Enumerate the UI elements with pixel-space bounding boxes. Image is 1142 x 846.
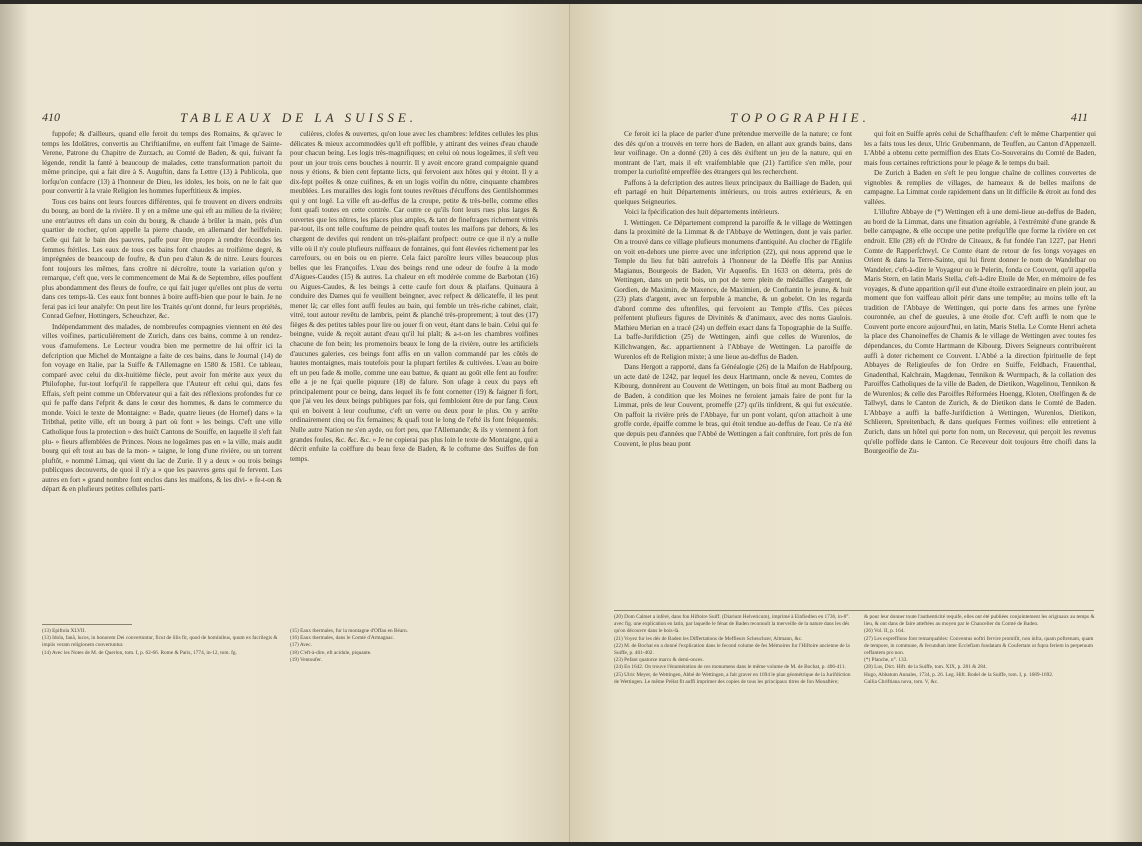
footnote: (14) Avec les Notes de M. de Querlon, tom. I, p. 62-66. Rome & Paris, 1774, in-12, tom. fg.: [42, 649, 237, 656]
footnote: (*) Planche, n°. 133.: [864, 657, 908, 664]
text-column-1: [614, 130, 852, 600]
footnote: (19) Ventoufer.: [290, 656, 322, 663]
footnotes-column-2: [864, 614, 1096, 734]
text-column-2: [290, 130, 538, 630]
page-number: 410: [42, 110, 60, 124]
footnote: (13) Idola, fanâ, lucos, in honorem Dei convertuntur, ficut de illis fit, quod de hominibus, quum ex facrilegis & impiis veram religionem convertuntur.: [42, 635, 278, 649]
footnote: (17) Avec.: [290, 642, 312, 649]
footnote: (22) M. de Bochat en a donné l'explication dans le fecond volume de fes Mémoires fur l'Hiftoire ancienne de la Suiffe, p. 401-402.: [614, 642, 850, 657]
footnote: (21) Voyez fur les dés de Baden les Differtations de Meffieurs Scheuchzer, Altmann, &c.: [614, 635, 803, 642]
paragraph: De Zurich à Baden en s'eft le peu longue chaîne de collines couvertes de vignobles & remplies de villages, de hameaux & de belles maifons de campagne. La Limmat coule rapidement dans un lit difficile & étroit au fond des vallées.: [864, 169, 1096, 206]
footnotes-column-2: [290, 628, 538, 688]
footnote: (24) En 1642. On trouve l'énumération de ces monumens dans le même volume de M. de Bochat, p. 406-411.: [614, 664, 846, 671]
footnote-rule: [614, 610, 1094, 611]
page-number: 411: [1070, 110, 1088, 124]
footnote: Gallia Chriftiana nova, tom. V, &c.: [864, 678, 939, 685]
paragraph: L'illuftre Abbaye de (*) Wettingen eft à une demi-lieue au-deffus de Baden, au bord de la Limmat, dans une fituation agréable, à l'extrémité d'une grande & belle campagne, & elle occupe une petite prefqu'ifle que forme la rivière en cet endroit. Elle (28) eft de l'Ordre de Citeaux, & fut fondée l'an 1227, par Henri Comte de Rapperfchwyl. Ce Comte étant de retour de fes longs voyages en Orient & dans la Terre-Sainte, qui lui firent donner le nom de Wandelbar ou Wandeler, c'eft-à-dire le Voyageur ou le Pelerin, fonda ce Couvent, qu'il appella Maris Stern, en latin Maris Stella, c'eft-à-dire Etoile de Mer, en mémoire de fes voyages, & d'une apparition qu'il eut d'une étoile extraordinaire en plein jour, au moment que fon vaiffeau alloit périr dans une tempête; au moins telle eft la tradition de l'Abbaye de Wettingen, qui porte dans fes armes une fyrène couronnée, au chef de gueules, à une étoile d'or. C'eft auffi le nom que le Couvent porte encore aujourd'hui, en latin, Maris Stella. Le Comte Henri acheta la place des Chanoineffes de Chamis & le village de Wettingen avec toutes fes dépendances, du Comte Hartmann de Kibourg. Divers Seigneurs contribuèrent auffi à doter richement ce Couvent. L'Abbé a la direction fpirituelle de fept Abbayes de Religieufes de fon Ordre en Suiffe, Feldbach, Frauenthal, Gnadenthal, Kalchrain, Magdenau, Tennikon & Wurmpach, & la collation des Paroiffes Catholiques de la ville de Baden, de Dietikon, Wagelinou, Tennikon & de Wurenlos; & celle des Paroiffes Réformées Hoengg, Kloten, Otelfingen & de Tallwyl, dans le Canton de Zurich, & de Dietikon dans le Comté de Baden. L'Abbaye a auffi la baffe-Jurifdiction à Wettingen, Wurenlos, Dietikon, Schlieren, Spreitenbach, & dans quelques Fermes voifines: elle entretient à Zurich, dans un hôtel qui porte fon nom, un Receveur, qui perçoit les revenus qu'elle poffède dans le Canton. Ce Receveur doit toujours être choifi dans la Bourgeoifie de Zu-: [864, 208, 1096, 456]
footnote: (23) Pefant quatorze marcs & demi-onces.: [614, 657, 704, 664]
running-head: TABLEAUX DE LA SUISSE.: [180, 110, 418, 125]
footnote: Hugo, Abbatum Annales, 1734, p. 26. Leg. Hift. Bodel de la Suiffe, tom. I, p. 1689-1692.: [864, 671, 1054, 678]
text-column-2: [864, 130, 1096, 600]
paragraph: Dans Hergott a rapporté, dans fa Généalogie (26) de la Maifon de Habfpourg, un acte daté de 1242, par lequel les deux Hartmann, oncle & neveu, Comtes de Kibourg, donnèrent au Couvent de Wettingen, un bois fitué au mont Badberg ou de Baden, à condition que les Moines ne feroient jamais faire de pont fur la Limmat, près de leur Couvent, promeffe (27) qu'ils tinfdrent, & qui fut exécutée. On paffoit la rivière près de l'Abbaye, fur un pont volant, qu'on attachoit à une groffe corde, épaiffe comme le bras, qui étoit tendue au-deffus de l'eau. Ce n'a été que depuis peu d'années que l'Abbé de Wettingen a fait conftruire, fort près de fon Couvent, le plus beau pont: [614, 363, 852, 448]
footnote: (28) Lus, Dict. Hift. de la Suiffe, tom. XIX, p. 281 & 284.: [864, 664, 987, 671]
right-page: [570, 4, 1142, 842]
footnote: (13) Epiftola XLVII.: [42, 628, 86, 634]
footnote: (25) Ulric Meyer, de Wettingen, Abbé de Wettingen, a fait graver en 1694 le plan géométrique de la Jurifdiction de Wettingen. Le même Prélat fit auffi imprimer des copies de tous les principaux titres de fon Monaftère;: [614, 671, 851, 685]
footnote: (15) Eaux thermales, fur la montagne d'Offau en Béarn.: [290, 628, 408, 634]
footnotes-column-1: [42, 628, 282, 688]
footnote: (16) Eaux thermales, dans le Comté d'Armagnac.: [290, 635, 395, 642]
footnote: (27) Les expreffions font remarquables: Conventus noftri fervire promifit, non infra, quam poftrenam, quam de tempore, in commune, & fecundum inter Ecclefiam fundatam & Coufertam ut fupra feriem in perpetuum ceffantem pro non.: [864, 635, 1094, 657]
paragraph: Ce feroit ici la place de parler d'une prétendue merveille de la nature; ce font des dés qu'on a trouvés en terre hors de Baden, en allant aux grands bains, dans leur voifinage. On a donné (20) à ces dés éxiftent un jeu de la nature, qui en montrant de l'art, mais il eft vraifemblable que (21) l'artifice s'en mêle, pour tromper la curiofité empreffée des étrangers qui les recherchent.: [614, 130, 852, 177]
footnotes-column-1: [614, 614, 852, 734]
page-edge-shadow: [0, 4, 28, 842]
running-head: TOPOGRAPHIE.: [730, 110, 870, 125]
left-page: [0, 4, 570, 842]
paragraph: I. Wettingen. Ce Département comprend la paroiffe & le village de Wettingen dans la proximité de la Limmat & de l'Abbaye de Wettingen, dont je vais parler. On a trouvé dans ce village plufieurs monumens d'antiquité. Au clocher de l'Eglife on voit en-dehors une pierre avec une infcription (22), qui nous apprend que le Temple du lieu fut bâti autrefois à l'honneur de la Déeffe Ifis par Annius Magianus, Bourgeois de Baden, Vir Aquenfis. En 1633 on déterra, près de Wettingen, dans un petit bois, un pot de terre plein de médailles d'argent, de Gordien, de Maximin, de Maxence, de Maximien, de Conftantin le jeune, & huit (23) plats d'argent, avec un ferpuble à manche, & un gobelet. On les regarda d'abord comme des uftenfiles, qui fervoient au Temple d'Ifis. Ces pièces préfentent plufieurs figures de Divinités & d'animaux, avec des noms Gaulois. Mathieu Merian en a tracé (24) un deffein exact dans fa Topographie de la Suiffe. La baffe-Jurifdiction (25) de Wettingen, ainfi que celles de Wurenlos, de Killchwangen, &c. appartiennent à l'Abbaye de Wettingen. La paroiffe de Wurenlos eft de Religion mixte; à une lieue au-deffus de Baden.: [614, 218, 852, 361]
footnote: & pour leur donner toute l'authenticité requife, elles ont été publiées conjointement les originaux au temps & lieu, & ont dans de faire atteftées au moyen par le Chancelier du Comté de Baden.: [864, 614, 1095, 628]
footnote: (20) Dom Calmet a inféré, dans fon Hiftoire Suiff. (Diarium Helveticum), imprimé à Einfiedlen en 1736, in-8°. avec fig. une explication en latin, par laquelle le fénat de Baden reconnoît la merveille de la nature dans les dés qu'on découvre dans le bois-là.: [614, 614, 850, 635]
paragraph: qui foit en Suiffe après celui de Schaffhaufen: c'eft le même Charpentier qui les a faits tous les deux, Ulric Grubenmann, de Teuffen, au Canton d'Appenzell. L'Abbé a obtenu cette permiffion des Etats Co-Souverains du Comté de Baden, mais fous certaines reftrictions pour le péage & le temps du bail.: [864, 130, 1096, 167]
text-column-1: [42, 130, 282, 630]
footnote: (26) Vol. II, p. 164.: [864, 628, 905, 635]
page-edge-shadow: [1114, 4, 1142, 842]
paragraph: Voici la fpécification des huit départements intérieurs.: [624, 208, 780, 217]
paragraph: Indépendamment des malades, de nombreufes compagnies viennent en été des villes voifines, particulièrement de Zurich, dans ces bains, comme à un rendez-vous d'amufemens. Le Lecteur voudra bien me permettre de lui offrir ici la defcription que Michel de Montaigne a faite de ces bains, dans le Journal (14) de fon voyage en Italie, par la Suiffe & l'Allemagne en 1580 & 1581. Ce tableau, comparé avec celui du dix-huitième fiècle, peut avoir fon mérite aux yeux du Philofophe, fur-tout lorfqu'il fe rappellera que l'Auteur eft celui qui, dans fes Effais, s'eft peint comme un Obfervateur qui a fait des réflexions profondes fur ce qui fe paffe dans l'efprit & dans le cœur des hommes, & dans le commerce du monde. Voici le texte de Montaigne: « Bade, quatre lieues (de Hornef) dans » la Tribthal, petite ville, eft un bourg à part où font » les beings. C'eft une ville Catholique fous la protection » des huiĉt Cantons de Souiffe, en laquelle il s'eft fait plu- » fieurs affemblées de Princes. Nous ne logeâmes pas en » la ville, mais audit bourg qui eft tout au bas de la mon- » taigne, le long d'une rivière, ou un torrent pluftôt, » nommé Limaq, qui vient du lac de Zurie. Il y a deux » ou trois beings publicques decouverts, de quoi il n'y a » que les pauvres gens qui fe fervent. Les autres en fort » grand nombre font enclos dans les maifons, & les divi- » fe-t-on & départ & en plufieurs petites cellules parti-: [42, 322, 282, 494]
paragraph: Tous ces bains ont leurs fources différentes, qui fe trouvent en divers endroits du bourg, au bord de la rivière. Il y en a même une qui eft au milieu de la rivière; une entr'autres eft dans un coin du bourg, & chaude à brûler la main, près d'un quartier de rocher, qu'on appelle la pierre chaude, en allemand der heiffeftein. Celle qui fait le bain des pauvres, paffe pour être propre à rendre fécondes les femmes ftériles. Les eaux de tous ces bains font chaudes au troifième degré, & imprégnées de beaucoup de foufre, & d'un peu d'alun & de nitre. Leurs fources font toujours les mêmes, fans croître ni décroître, toute la variation qu'on y remarque, c'eft que, vers le commencement de Mai & de Septembre, elles pouffent plus abondamment des fleurs de foufre, ce qui fait juger qu'elles ont plus de vertu dans ces temps-là. Ces eaux font bonnes à boire auffi-bien que pour le bain. Je ne ferai pas ici leur analyfe: On peut lire les Traités qu'ont donné, fur leurs propriétés, Conrad Gefner, Hottingers, Scheuchzer, &c.: [42, 197, 282, 321]
paragraph: culières, clofes & ouvertes, qu'on loue avec les chambres: lefdites cellules les plus délicates & mieux accommodées qu'il eft poffible, y attirant des veines d'eau chaude pour chacun being. Les logis très-magnifiques; en celui où nous logeâmes, il s'eft veu pour un jour trois cens bouches à nourrir. Il y avoit encore grand compaignie quand nous y étions, & bien cent feptante licts, qui fervoient aux hôtes qui y étoint. Il y a dix-fept poêles & onze cuifines, & en un logis voifin du nôtre, cinquante chambres meublées. Les murailles des logis font toutes revêtues d'écuffons des Gentilshommes qui y ont logé. La ville eft au-deffus de la croupe, petite & très-belle, comme elles font quafi toutes en cette contrée. Car outre ce qu'ils font leurs rues plus larges & ouvertes que les nôtres, les places plus amples, & tant de fineftrages richement vitrés par-tout, ils ont telle couftume de peindre quafi toutes les maifons par dehors, & les chargent de devifes qui rendent un très-plaifant profpect: outre ce que il n'y a nulle ville où il n'y coule plufieurs ruiffeaux de fontaines, qui font élevées richement par les carrefours, ou en bois ou en pierre. Cela faict paroître leurs villes beaucoup plus belles que les Françoifes. L'eau des beings rend une odeur de foufre à la mode d'Aigues-Caudes (15) & autres. La chaleur en eft modérée comme de Barbotan (16) ou Aigues-Caudes, & les beings à cette caufe fort doux & plaifans. Quinaura à conduire des Dames qui fe veuillent beingner, avec refpect & délicateffe, il les peut mener là; car elles font auffi feules au bain, qui femble un très-riche cabinet, clair, vitré, tout autour revêtu de lambris, peint & planché très-proprement; à tout des (17) fièges & des petites tables pour lire ou jouer fi on veut, étant dans le bain. Celui qui fe beingne, vuide & reçoit autant d'eau qu'il lui plaît; & a-t-on les chambres voifines chacune de fon bein; les promenoirs beaux le long de la rivière, outre les artificiels d'aucunes galeries, ces beings font affis en un vallon commandé par les côtés de hautes montaignes, mais toutefois pour la plupart fertiles & cultivées. L'eau au boire eft un peu fade & molle, comme une eau battue, & quant au goût elle fent au foufre: elle a je ne fçai quelle piquure (18) de falure. Son ufage à ceux du pays eft principalement pour ce being, dans lequel ils fe font cornetter (19) & faigner fi fort, que j'ai veu les deux beings publiques par fois, qui fembloient être de pur fang. Ceux qui en boivent à leur couftume, c'eft un verre ou deux pour le plus. On y arrête ordinairement cinq ou fix femaines; & quafi tout le long de l'efté ils font fréquentés. Nulle autre Nation ne s'en ayde, ou fort peu, que l'Allemande; & ils y viennent à fort grandes foules, &c. &c. &c. » Je ne copierai pas plus loin le texte de Montaigne, qui a décrit enfuite la coëffure du beau fexe de Baden, & le coftume des Suiffes de fon temps.: [290, 130, 538, 463]
footnote: (18) C'eft-à-dire, eft acidule, piquante.: [290, 649, 372, 656]
paragraph: fuppofe; & d'ailleurs, quand elle feroit du temps des Romains, & qu'avec le temps les Idolâtres, convertis au Chriftianifme, en euffent fait l'image de Sainte-Verene, Patrone du Chapitre de Zurzach, au Comté de Baden, & qui, fuivant fa légende, rendit la fanté à beaucoup de malades, cette transformation partoit du même principe, qui a fait dire à S. Auguftin, dans fa Lettre (13) à Publicola, que lorfqu'on confacre (13) à l'honneur de Dieu, les idoles, les bois, on ne le fait que pour convertir à la vraie Religion les hommes fuperftitieux & impies.: [42, 130, 282, 196]
footnote-rule: [42, 624, 132, 625]
paragraph: Paffons à la defcription des autres lieux principaux du Bailliage de Baden, qui eft partagé en huit Départements intérieurs, ou trois autres extérieurs, & en quelques Seigneuries.: [614, 178, 852, 206]
